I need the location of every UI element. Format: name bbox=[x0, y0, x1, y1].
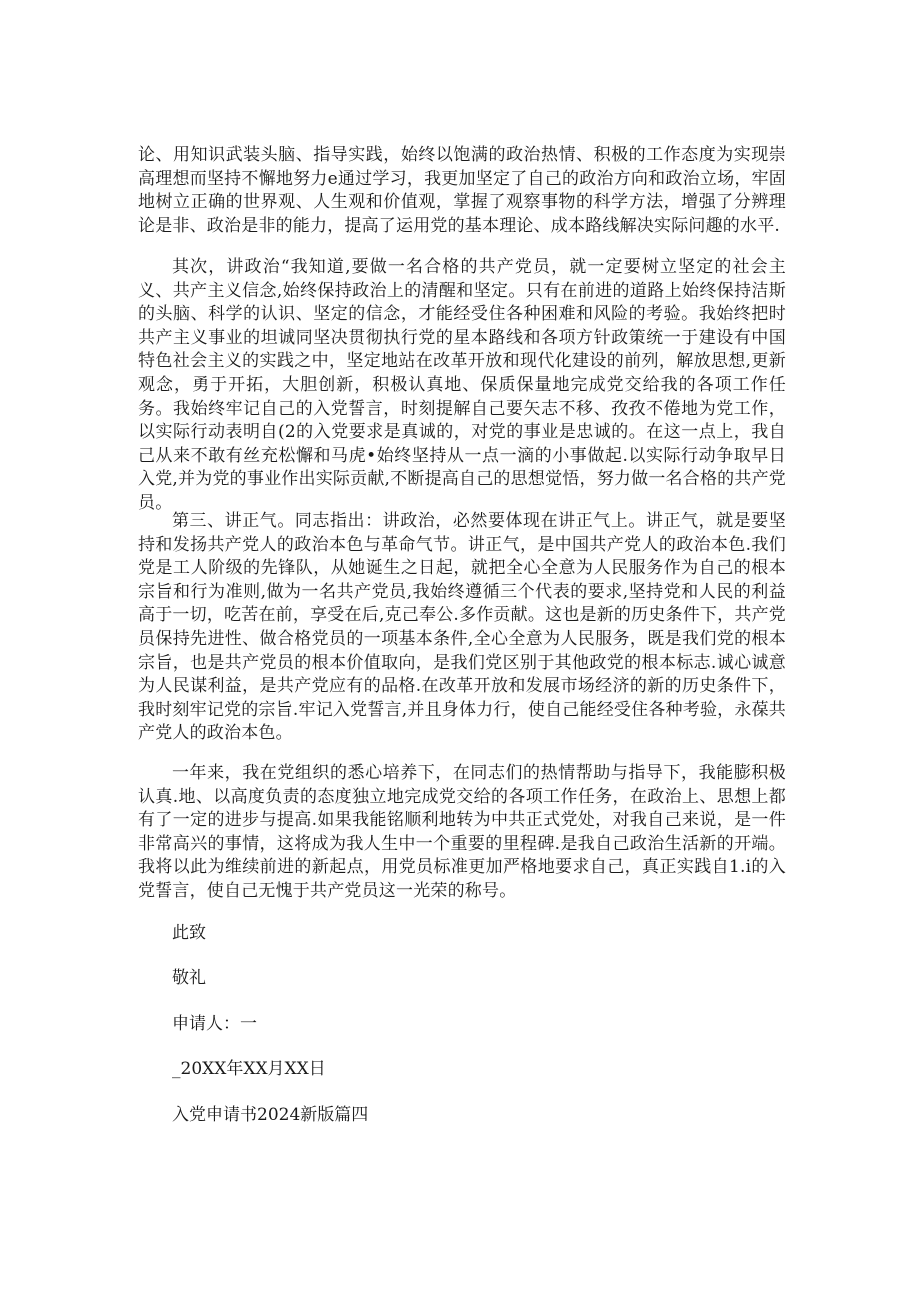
applicant-line: 申请人：一 bbox=[172, 1014, 257, 1034]
paragraph-integrity: 第三、讲正气。同志指出：讲政治，必然要体现在讲正气上。讲正气，就是要坚持和发扬共产党人的政治本色与革命气节。讲正气，是中国共产党人的政治本色.我们党是工人阶级的先锋队，从她诞生之日起，就把全心全意为人民服务作为自己的根本宗旨和行为准则,做为一名共产党员,我始终遵循三个代表的要求,坚持党和人民的利益高于一切，吃苦在前，享受在后,克己奉公.多作贡献。这也是新的历史条件下，共产党员保持先进性、做合格党员的一项基本条件,全心全意为人民服务，既是我们党的根本宗旨，也是共产党员的根本价值取向，是我们党区别于其他政党的根本标志.诚心诚意为人民谋利益，是共产党应有的品格.在改革开放和发展市场经济的新的历史条件下，我时刻牢记党的宗旨.牢记入党誓言,并且身体力行，使自己能经受住各种考验，永葆共产党人的政治本色。 bbox=[138, 511, 786, 744]
date-line: _20XX年XX月XX日 bbox=[172, 1059, 326, 1079]
salutation: 此致 bbox=[172, 923, 206, 943]
next-section-title: 入党申请书2024新版篇四 bbox=[172, 1105, 369, 1125]
regards: 敬礼 bbox=[172, 968, 206, 988]
paragraph-politics: 其次，讲政治“我知道,要做一名合格的共产党员，就一定要树立坚定的社会主义、共产主义信念,始终保持政治上的清醒和坚定。只有在前进的道路上始终保持洁斯的头脑、科学的认识、坚定的信念，才能经受住各种困难和风险的考验。我始终把时共产主义事业的坦诚同坚决贯彻执行党的星本路线和各项方针政策统一于建设有中国特色社会主义的实践之中，坚定地站在改革开放和现代化建设的前列，解放思想,更新观念，勇于开拓，大胆创新，积极认真地、保质保量地完成党交给我的各项工作任务。我始终牢记自己的入党誓言，时刻提解自己要矢志不移、孜孜不倦地为党工作，以实际行动表明自(2的入党要求是真诚的，对党的事业是忠诚的。在这一点上，我自己从来不敢有丝充松懈和马虎•始终坚持从一点一滴的小事做起.以实际行动争取早日入党,并为党的事业作出实际贡献,不断提高自己的思想觉悟，努力做一名合格的共产党员。 bbox=[138, 257, 786, 513]
paragraph-theory: 论、用知识武装头脑、指导实践，始终以饱满的政治热情、积极的工作态度为实现崇高理想而坚持不懈地努力e通过学习，我更加坚定了自己的政治方向和政治立场，牢固地树立正确的世界观、人生观和价值观，掌握了观察事物的科学方法，增强了分辨理论是非、政治是非的能力，提高了运用党的基本理论、成本路线解决实际问趣的水平. bbox=[138, 145, 786, 236]
paragraph-summary: 一年来，我在党组织的悉心培养下，在同志们的热情帮助与指导下，我能膨积极认真.地、以高度负责的态度独立地完成党交给的各项工作任务，在政治上、思想上都有了一定的进步与提高.如果我能铭顺利地转为中共正式党处，对我自己来说，是一件非常高兴的事情，这将成为我人生中一个重要的里程碑.是我自己政治生活新的开端。我将以此为维续前进的新起点，用党员标准更加严格地要求自己，真正实践自1.i的入党誓言，使自己无愧于共产党员这一光荣的称号。 bbox=[138, 763, 786, 901]
